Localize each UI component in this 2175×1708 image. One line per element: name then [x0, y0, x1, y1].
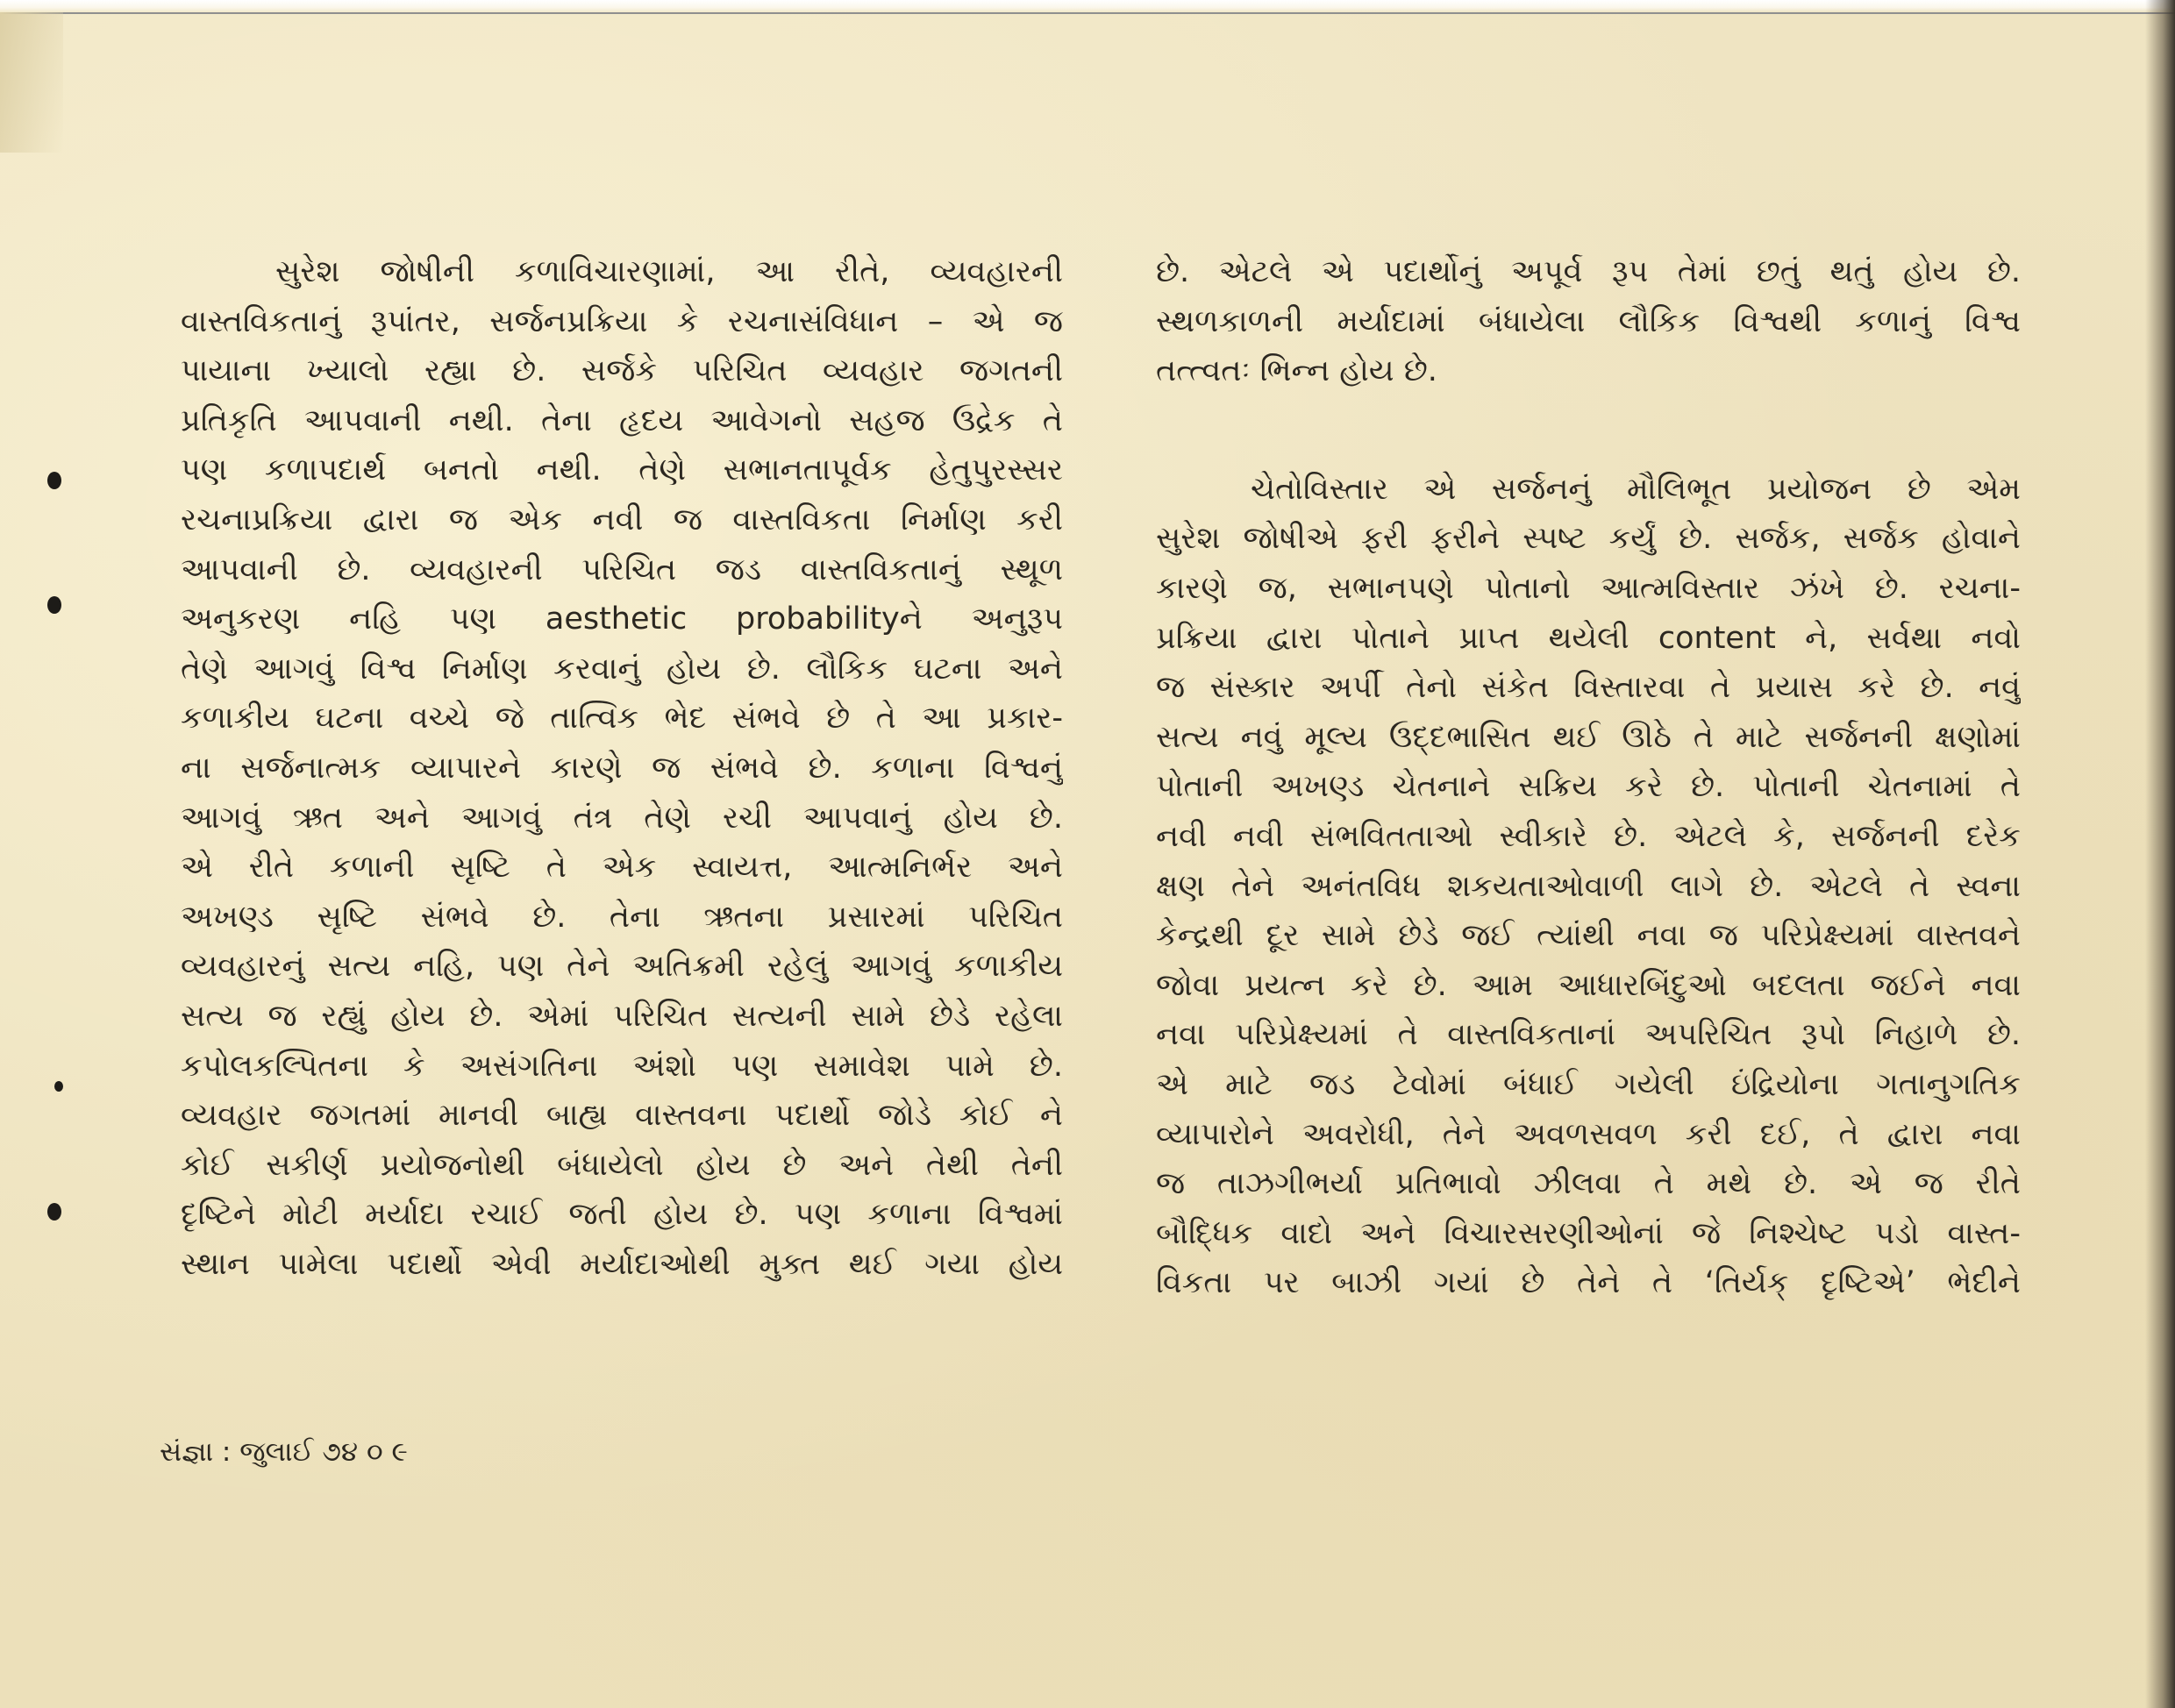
right-text-column	[1156, 247, 2021, 1308]
text-line: તત્ત્વતઃ ભિન્ન હોય છે.	[1156, 353, 1437, 389]
page-top-edge	[0, 0, 2175, 14]
binding-hole-1	[47, 472, 61, 489]
page-footer-folio: સંજ્ઞા : જુલાઈ ૭૪ ૦ ૯	[160, 1436, 408, 1468]
text-line: અખણ્ડ સૃષ્ટિ સંભવે છે. તેના ઋતના પ્રસારમાં પરિચિત	[181, 899, 1063, 935]
text-line: એ માટે જડ ટેવોમાં બંધાઈ ગયેલી ઇંદ્રિયોના ગતાનુગતિક	[1156, 1066, 2021, 1102]
text-line: વ્યાપારોને અવરોધી, તેને અવળસવળ કરી દઈ, તે દ્વારા નવા	[1156, 1116, 2021, 1152]
text-line: સત્ય નવું મૂલ્ય ઉદ્દભાસિત થઈ ઊઠે તે માટે સર્જનની ક્ષણોમાં	[1156, 719, 2021, 755]
text-line: આગવું ઋત અને આગવું તંત્ર તેણે રચી આપવાનું હોય છે.	[181, 800, 1063, 836]
text-line: દૃષ્ટિને મોટી મર્યાદા રચાઈ જતી હોય છે. પણ કળાના વિશ્વમાં	[181, 1197, 1063, 1233]
text-line: બૌદ્ધિક વાદો અને વિચારસરણીઓનાં જે નિશ્ચેષ્ટ પડો વાસ્ત-	[1156, 1215, 2021, 1251]
text-line: ક્ષણ તેને અનંતવિધ શકયતાઓવાળી લાગે છે. એટલે તે સ્વના	[1156, 868, 2021, 904]
binding-hole-4	[47, 1203, 61, 1221]
text-line: આપવાની છે. વ્યવહારની પરિચિત જડ વાસ્તવિકતાનું સ્થૂળ	[181, 552, 1063, 587]
page-left-curl	[0, 12, 63, 153]
text-line: પ્રક્રિયા દ્વારા પોતાને પ્રાપ્ત થયેલી content ને, સર્વથા નવો	[1156, 620, 2021, 656]
text-line: પ્રતિકૃતિ આપવાની નથી. તેના હૃદય આવેગનો સહજ ઉદ્રેક તે	[181, 402, 1063, 438]
text-line: સ્થળકાળની મર્યાદામાં બંધાયેલા લૌકિક વિશ્વથી કળાનું વિશ્વ	[1156, 303, 2021, 339]
text-line: વ્યવહારનું સત્ય નહિ, પણ તેને અતિક્રમી રહેલું આગવું કળાકીય	[181, 949, 1063, 985]
text-line: વિકતા પર બાઝી ગયાં છે તેને તે ‘તિર્યક્ દૃષ્ટિએ’ ભેદીને	[1156, 1265, 2021, 1301]
text-line: સત્ય જ રહ્યું હોય છે. એમાં પરિચિત સત્યની સામે છેડે રહેલા	[181, 998, 1063, 1034]
text-line: ચેતોવિસ્તાર એ સર્જનનું મૌલિભૂત પ્રયોજન છે એમ	[1251, 471, 2021, 507]
text-line: વાસ્તવિકતાનું રૂપાંતર, સર્જનપ્રક્રિયા કે રચનાસંવિધાન – એ જ	[181, 303, 1063, 339]
text-line: સ્થાન પામેલા પદાર્થો એવી મર્યાદાઓથી મુક્ત થઈ ગયા હોય	[181, 1246, 1063, 1282]
text-line: જ સંસ્કાર અર્પી તેનો સંકેત વિસ્તારવા તે પ્રયાસ કરે છે. નવું	[1156, 670, 2021, 706]
left-text-column	[181, 247, 1063, 1289]
text-line: નવા પરિપ્રેક્ષ્યમાં તે વાસ્તવિકતાનાં અપરિચિત રૂપો નિહાળે છે.	[1156, 1017, 2021, 1053]
text-line: સુરેશ જોષીની કળાવિચારણામાં, આ રીતે, વ્યવહારની	[275, 254, 1063, 289]
text-line: તેણે આગવું વિશ્વ નિર્માણ કરવાનું હોય છે. લૌકિક ઘટના અને	[181, 651, 1063, 687]
page-right-edge-shadow	[2145, 0, 2175, 1708]
text-line: અનુકરણ નહિ પણ aesthetic probabilityને અનુરૂપ	[181, 601, 1063, 637]
text-line: પણ કળાપદાર્થ બનતો નથી. તેણે સભાનતાપૂર્વક હેતુપુરસ્સર	[181, 452, 1063, 488]
text-line: છે. એટલે એ પદાર્થોનું અપૂર્વ રૂપ તેમાં છતું થતું હોય છે.	[1156, 254, 2021, 289]
text-line: નવી નવી સંભવિતતાઓ સ્વીકારે છે. એટલે કે, સર્જનની દરેક	[1156, 818, 2021, 854]
text-line: સુરેશ જોષીએ ફરી ફરીને સ્પષ્ટ કર્યું છે. સર્જક, સર્જક હોવાને	[1156, 521, 2021, 557]
text-line: ના સર્જનાત્મક વ્યાપારને કારણે જ સંભવે છે. કળાના વિશ્વનું	[181, 750, 1063, 786]
text-line: કોઈ સકીર્ણ પ્રયોજનોથી બંધાયેલો હોય છે અને તેથી તેની	[181, 1147, 1063, 1183]
text-line: જોવા પ્રયત્ન કરે છે. આમ આધારબિંદુઓ બદલતા જઈને નવા	[1156, 967, 2021, 1003]
text-line: રચનાપ્રક્રિયા દ્વારા જ એક નવી જ વાસ્તવિકતા નિર્માણ કરી	[181, 502, 1063, 537]
text-line: એ રીતે કળાની સૃષ્ટિ તે એક સ્વાયત્ત, આત્મનિર્ભર અને	[181, 850, 1063, 886]
text-line: પાયાના ખ્યાલો રહ્યા છે. સર્જકે પરિચિત વ્યવહાર જગતની	[181, 353, 1063, 389]
text-line: કપોલકલ્પિતના કે અસંગતિના અંશો પણ સમાવેશ પામે છે.	[181, 1048, 1063, 1084]
text-line: જ તાઝગીભર્યા પ્રતિભાવો ઝીલવા તે મથે છે. એ જ રીતે	[1156, 1166, 2021, 1202]
binding-hole-2	[47, 596, 61, 614]
binding-hole-3	[54, 1081, 63, 1092]
text-line: કળાકીય ઘટના વચ્ચે જે તાત્વિક ભેદ સંભવે છે તે આ પ્રકાર-	[181, 701, 1063, 737]
paragraph-gap	[1156, 396, 2021, 465]
text-line: પોતાની અખણ્ડ ચેતનાને સક્રિય કરે છે. પોતાની ચેતનામાં તે	[1156, 769, 2021, 805]
text-line: કેન્દ્રથી દૂર સામે છેડે જઈ ત્યાંથી નવા જ પરિપ્રેક્ષ્યમાં વાસ્તવને	[1156, 918, 2021, 954]
text-line: વ્યવહાર જગતમાં માનવી બાહ્ય વાસ્તવના પદાર્થો જોડે કોઈ ને	[181, 1098, 1063, 1134]
text-line: કારણે જ, સભાનપણે પોતાનો આત્મવિસ્તાર ઝંખે છે. રચના-	[1156, 570, 2021, 606]
